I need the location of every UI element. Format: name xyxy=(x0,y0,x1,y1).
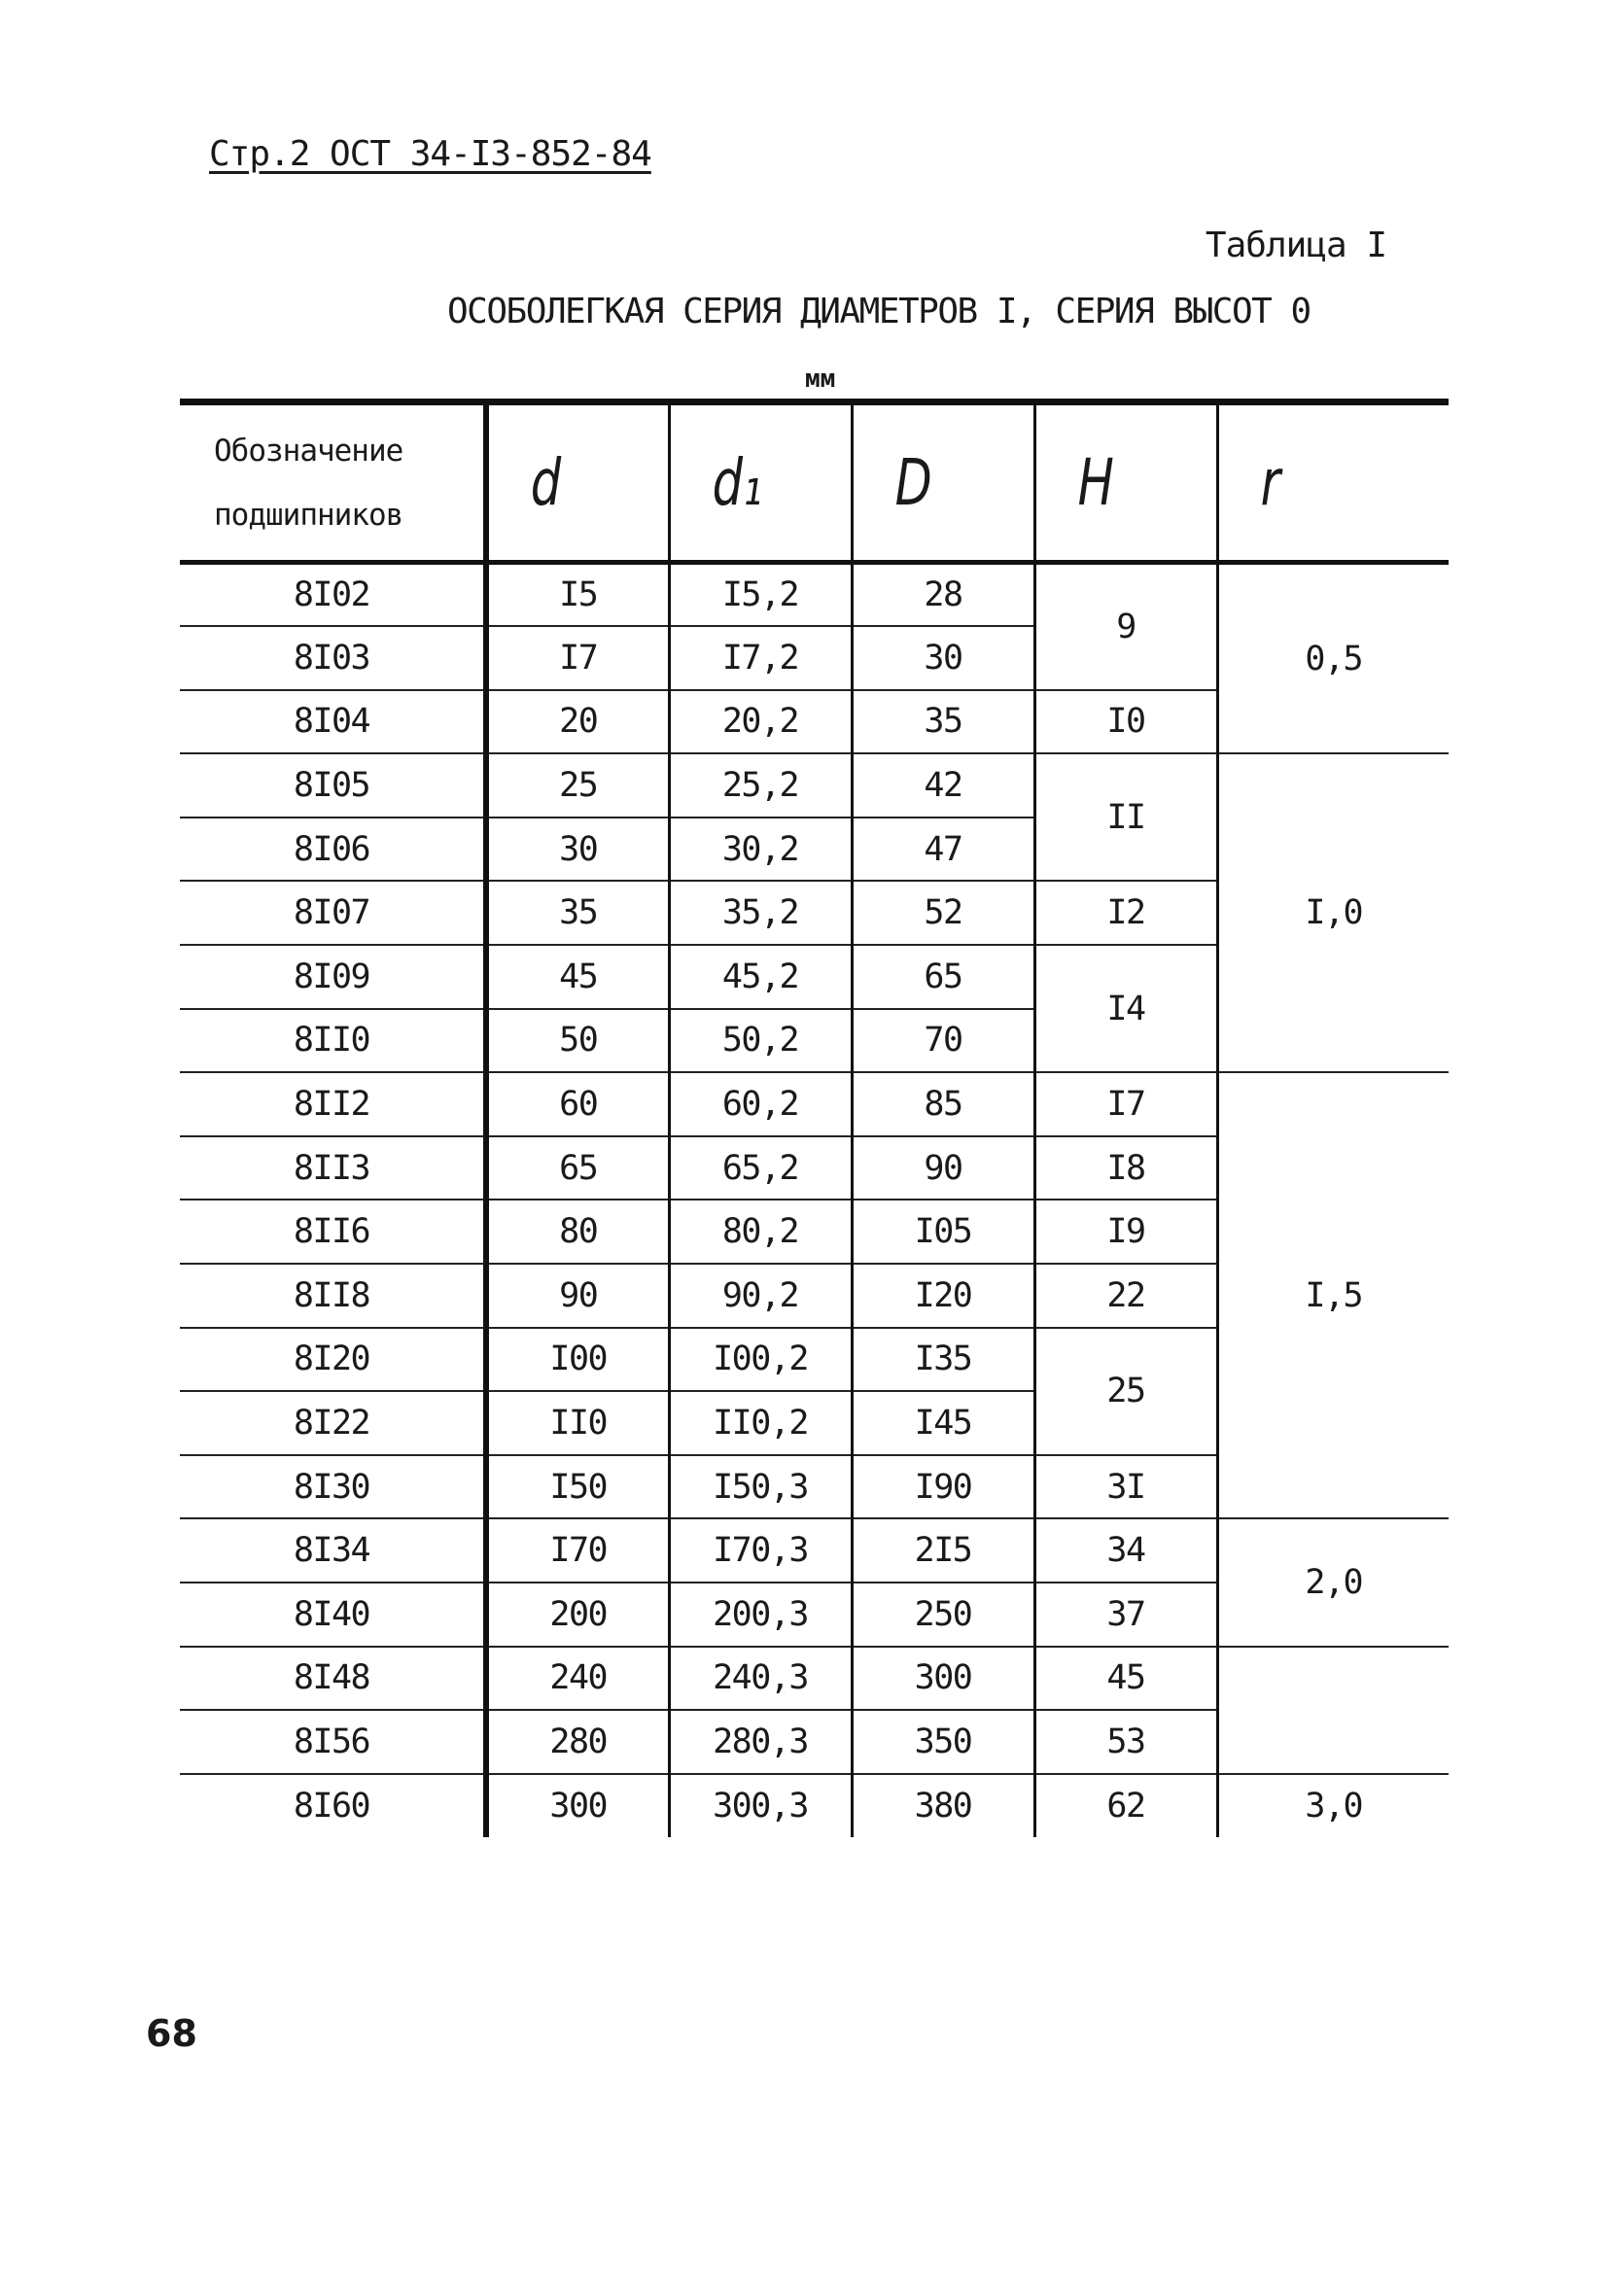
cell-D: 90 xyxy=(852,1136,1034,1200)
cell-d: I70 xyxy=(486,1518,669,1583)
cell-H: 25 xyxy=(1034,1328,1217,1455)
cell-d: 90 xyxy=(486,1264,669,1328)
cell-D: 380 xyxy=(852,1774,1034,1838)
cell-d1: I00,2 xyxy=(669,1328,852,1392)
cell-designation: 8I20 xyxy=(180,1328,486,1392)
table-row xyxy=(180,1774,1449,1838)
cell-designation: 8I09 xyxy=(180,945,486,1009)
cell-d1: 90,2 xyxy=(669,1264,852,1328)
cell-D: 250 xyxy=(852,1583,1034,1647)
cell-designation: 8I22 xyxy=(180,1391,486,1455)
bearings-table xyxy=(180,399,1449,1837)
cell-D: I45 xyxy=(852,1391,1034,1455)
cell-designation: 8I60 xyxy=(180,1774,486,1838)
cell-designation: 8I07 xyxy=(180,881,486,945)
cell-d: II0 xyxy=(486,1391,669,1455)
cell-d: I50 xyxy=(486,1455,669,1519)
cell-d1: 20,2 xyxy=(669,690,852,754)
cell-d1: 35,2 xyxy=(669,881,852,945)
cell-designation: 8I06 xyxy=(180,818,486,882)
cell-d1: 50,2 xyxy=(669,1009,852,1073)
cell-d: 30 xyxy=(486,818,669,882)
cell-d: 50 xyxy=(486,1009,669,1073)
unit-label: мм xyxy=(805,365,836,394)
cell-d1: 65,2 xyxy=(669,1136,852,1200)
cell-r xyxy=(1217,1647,1449,1774)
cell-d: 280 xyxy=(486,1710,669,1774)
cell-d1: 30,2 xyxy=(669,818,852,882)
table-title: ОСОБОЛЕГКАЯ СЕРИЯ ДИАМЕТРОВ I, СЕРИЯ ВЫСОТ 0 xyxy=(447,292,1311,331)
cell-D: 350 xyxy=(852,1710,1034,1774)
cell-H: II xyxy=(1034,753,1217,881)
cell-d: 25 xyxy=(486,753,669,818)
page-number: 68 xyxy=(146,2012,197,2055)
header-r: r xyxy=(1217,402,1391,563)
cell-d1: 200,3 xyxy=(669,1583,852,1647)
cell-r: 3,0 xyxy=(1217,1774,1449,1838)
cell-H: I8 xyxy=(1034,1136,1217,1200)
cell-d: 65 xyxy=(486,1136,669,1200)
cell-d1: 60,2 xyxy=(669,1072,852,1136)
cell-d: 45 xyxy=(486,945,669,1009)
cell-designation: 8I40 xyxy=(180,1583,486,1647)
cell-d1: I7,2 xyxy=(669,626,852,690)
cell-r: I,5 xyxy=(1217,1072,1449,1518)
cell-designation: 8I48 xyxy=(180,1647,486,1711)
cell-H: 9 xyxy=(1034,563,1217,690)
cell-d: I7 xyxy=(486,626,669,690)
cell-d: 80 xyxy=(486,1200,669,1264)
cell-H: 22 xyxy=(1034,1264,1217,1328)
cell-d: I00 xyxy=(486,1328,669,1392)
cell-designation: 8I03 xyxy=(180,626,486,690)
cell-D: 52 xyxy=(852,881,1034,945)
table-row xyxy=(180,1647,1449,1711)
cell-D: 2I5 xyxy=(852,1518,1034,1583)
table-row xyxy=(180,1072,1449,1136)
cell-H: I7 xyxy=(1034,1072,1217,1136)
cell-d1: 25,2 xyxy=(669,753,852,818)
table-row xyxy=(180,563,1449,627)
cell-designation: 8II8 xyxy=(180,1264,486,1328)
cell-D: 35 xyxy=(852,690,1034,754)
cell-d1: 300,3 xyxy=(669,1774,852,1838)
header-designation xyxy=(180,402,486,563)
cell-D: I35 xyxy=(852,1328,1034,1392)
cell-d1: II0,2 xyxy=(669,1391,852,1455)
cell-d1: I50,3 xyxy=(669,1455,852,1519)
cell-d1: 280,3 xyxy=(669,1710,852,1774)
cell-D: 47 xyxy=(852,818,1034,882)
cell-designation: 8I34 xyxy=(180,1518,486,1583)
cell-D: 30 xyxy=(852,626,1034,690)
cell-d: I5 xyxy=(486,563,669,627)
cell-D: I05 xyxy=(852,1200,1034,1264)
cell-D: I90 xyxy=(852,1455,1034,1519)
header-designation-line2: подшипников xyxy=(214,497,403,533)
cell-d1: 80,2 xyxy=(669,1200,852,1264)
cell-H: 37 xyxy=(1034,1583,1217,1647)
header-row xyxy=(180,402,1449,563)
cell-D: 85 xyxy=(852,1072,1034,1136)
cell-designation: 8I05 xyxy=(180,753,486,818)
cell-designation: 8I02 xyxy=(180,563,486,627)
cell-r: 0,5 xyxy=(1217,563,1449,754)
table-row xyxy=(180,1518,1449,1583)
cell-H: 45 xyxy=(1034,1647,1217,1711)
cell-H: 62 xyxy=(1034,1774,1217,1838)
cell-d: 20 xyxy=(486,690,669,754)
cell-d1: 45,2 xyxy=(669,945,852,1009)
page-header: Стр.2 ОСТ 34-I3-852-84 xyxy=(209,134,651,174)
cell-d1: I5,2 xyxy=(669,563,852,627)
cell-designation: 8II0 xyxy=(180,1009,486,1073)
cell-designation: 8I04 xyxy=(180,690,486,754)
cell-D: 70 xyxy=(852,1009,1034,1073)
cell-H: 3I xyxy=(1034,1455,1217,1519)
cell-designation: 8I56 xyxy=(180,1710,486,1774)
table-row xyxy=(180,753,1449,818)
cell-d: 300 xyxy=(486,1774,669,1838)
cell-D: 65 xyxy=(852,945,1034,1009)
cell-H: I4 xyxy=(1034,945,1217,1072)
cell-designation: 8II3 xyxy=(180,1136,486,1200)
cell-d: 35 xyxy=(486,881,669,945)
cell-designation: 8II6 xyxy=(180,1200,486,1264)
cell-d1: I70,3 xyxy=(669,1518,852,1583)
cell-H: I2 xyxy=(1034,881,1217,945)
cell-r: I,0 xyxy=(1217,753,1449,1072)
cell-d: 240 xyxy=(486,1647,669,1711)
header-H: H xyxy=(1034,402,1171,563)
cell-H: 34 xyxy=(1034,1518,1217,1583)
cell-H: I9 xyxy=(1034,1200,1217,1264)
header-D: D xyxy=(852,402,989,563)
cell-D: I20 xyxy=(852,1264,1034,1328)
table-caption: Таблица I xyxy=(1205,226,1386,265)
cell-d: 200 xyxy=(486,1583,669,1647)
cell-designation: 8II2 xyxy=(180,1072,486,1136)
header-designation-line1: Обозначение xyxy=(214,433,403,469)
cell-H: I0 xyxy=(1034,690,1217,754)
cell-d1: 240,3 xyxy=(669,1647,852,1711)
cell-designation: 8I30 xyxy=(180,1455,486,1519)
cell-H: 53 xyxy=(1034,1710,1217,1774)
cell-d: 60 xyxy=(486,1072,669,1136)
header-d: d xyxy=(486,402,623,563)
cell-D: 300 xyxy=(852,1647,1034,1711)
cell-D: 28 xyxy=(852,563,1034,627)
cell-D: 42 xyxy=(852,753,1034,818)
header-d1: d₁ xyxy=(669,402,806,563)
cell-r: 2,0 xyxy=(1217,1518,1449,1646)
